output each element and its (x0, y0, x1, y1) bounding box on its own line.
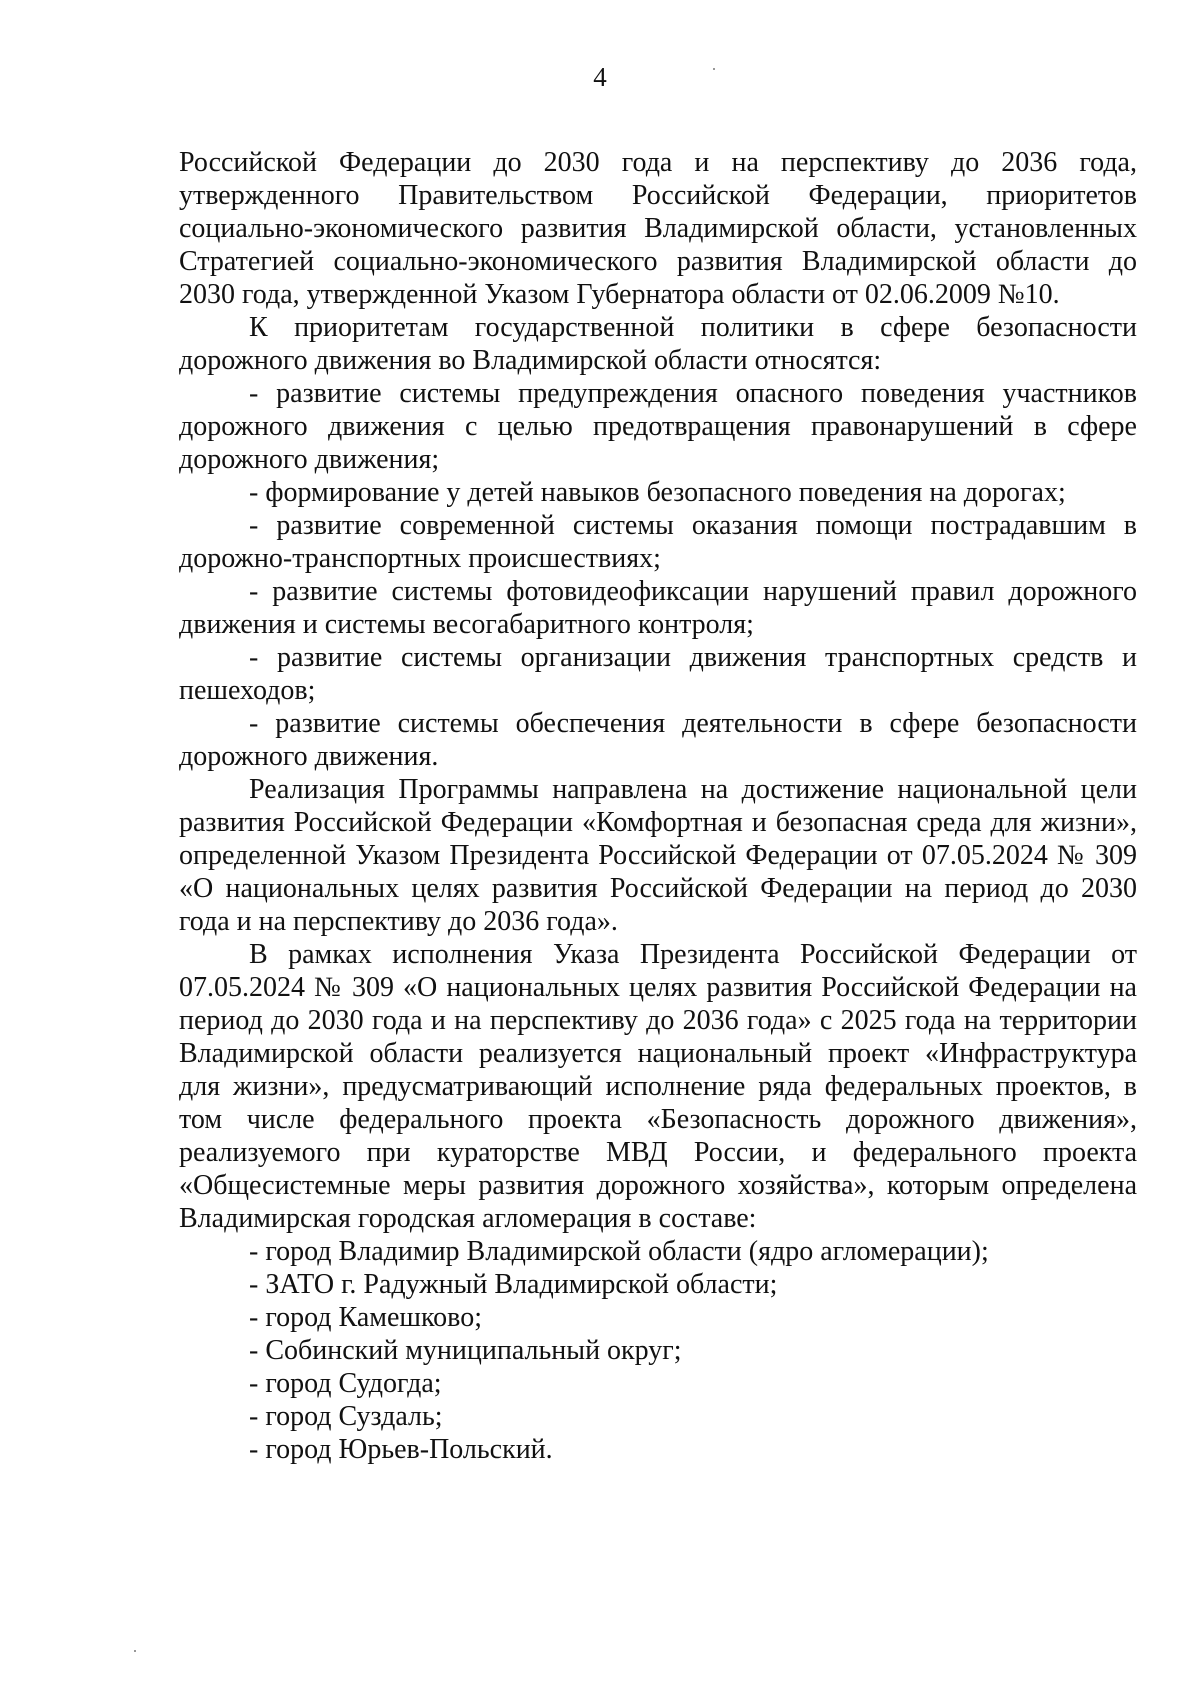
priority-item-children-skills: - формирование у детей навыков безопасного поведения на дорогах; (249, 477, 1066, 508)
page-number: 4 (593, 62, 607, 92)
list-item: - город Суздаль; (249, 1401, 443, 1432)
paragraph-intro-continuation: Российской Федерации до 2030 года и на перспективу до 2036 года, утвержденного Правительством Российской Федерации, приоритетов социально-экономического развития Владимирской области, установленных Стратегией социально-экономического развития Владимирской области до 2030 года, утвержденной Указом Губернатора области от 02.06.2009 №10. (179, 147, 1137, 310)
priority-item-photo-video-fixation: - развитие системы фотовидеофиксации нарушений правил дорожного движения и системы весогабаритного контроля; (179, 576, 1137, 640)
scan-speck (713, 68, 715, 70)
paragraph-priorities-heading: К приоритетам государственной политики в сфере безопасности дорожного движения во Владимирской области относятся: (179, 312, 1137, 376)
list-item: - Собинский муниципальный округ; (249, 1335, 682, 1366)
paragraph-national-goal: Реализация Программы направлена на достижение национальной цели развития Российской Федерации «Комфортная и безопасная среда для жизни», определенной Указом Президента Российской Федерации от 07.05.2024 № 309 «О национальных целях развития Российской Федерации на период до 2030 года и на перспективу до 2036 года». (179, 774, 1137, 937)
priority-item-safety-support: - развитие системы обеспечения деятельности в сфере безопасности дорожного движения. (179, 708, 1137, 772)
priority-item-traffic-organization: - развитие системы организации движения транспортных средств и пешеходов; (179, 642, 1137, 706)
list-item: - город Владимир Владимирской области (ядро агломерации); (249, 1236, 989, 1267)
list-item: - город Судогда; (249, 1368, 442, 1399)
scan-speck (134, 1650, 136, 1652)
priority-item-victim-assistance: - развитие современной системы оказания помощи пострадавшим в дорожно-транспортных происшествиях; (179, 510, 1137, 574)
list-item: - город Камешково; (249, 1302, 482, 1333)
priority-item-prevention: - развитие системы предупреждения опасного поведения участников дорожного движения с целью предотвращения правонарушений в сфере дорожного движения; (179, 378, 1137, 475)
document-body (179, 146, 1137, 1466)
list-item: - город Юрьев-Польский. (249, 1434, 553, 1465)
agglomeration-list (179, 1235, 1137, 1466)
list-item: - ЗАТО г. Радужный Владимирской области; (249, 1269, 778, 1300)
paragraph-national-project: В рамках исполнения Указа Президента Российской Федерации от 07.05.2024 № 309 «О национальных целях развития Российской Федерации на период до 2030 года и на перспективу до 2036 года» с 2025 года на территории Владимирской области реализуется национальный проект «Инфраструктура для жизни», предусматривающий исполнение ряда федеральных проектов, в том числе федерального проекта «Безопасность дорожного движения», реализуемого при кураторстве МВД России, и федерального проекта «Общесистемные меры развития дорожного хозяйства», которым определена Владимирская городская агломерация в составе: (179, 939, 1137, 1234)
